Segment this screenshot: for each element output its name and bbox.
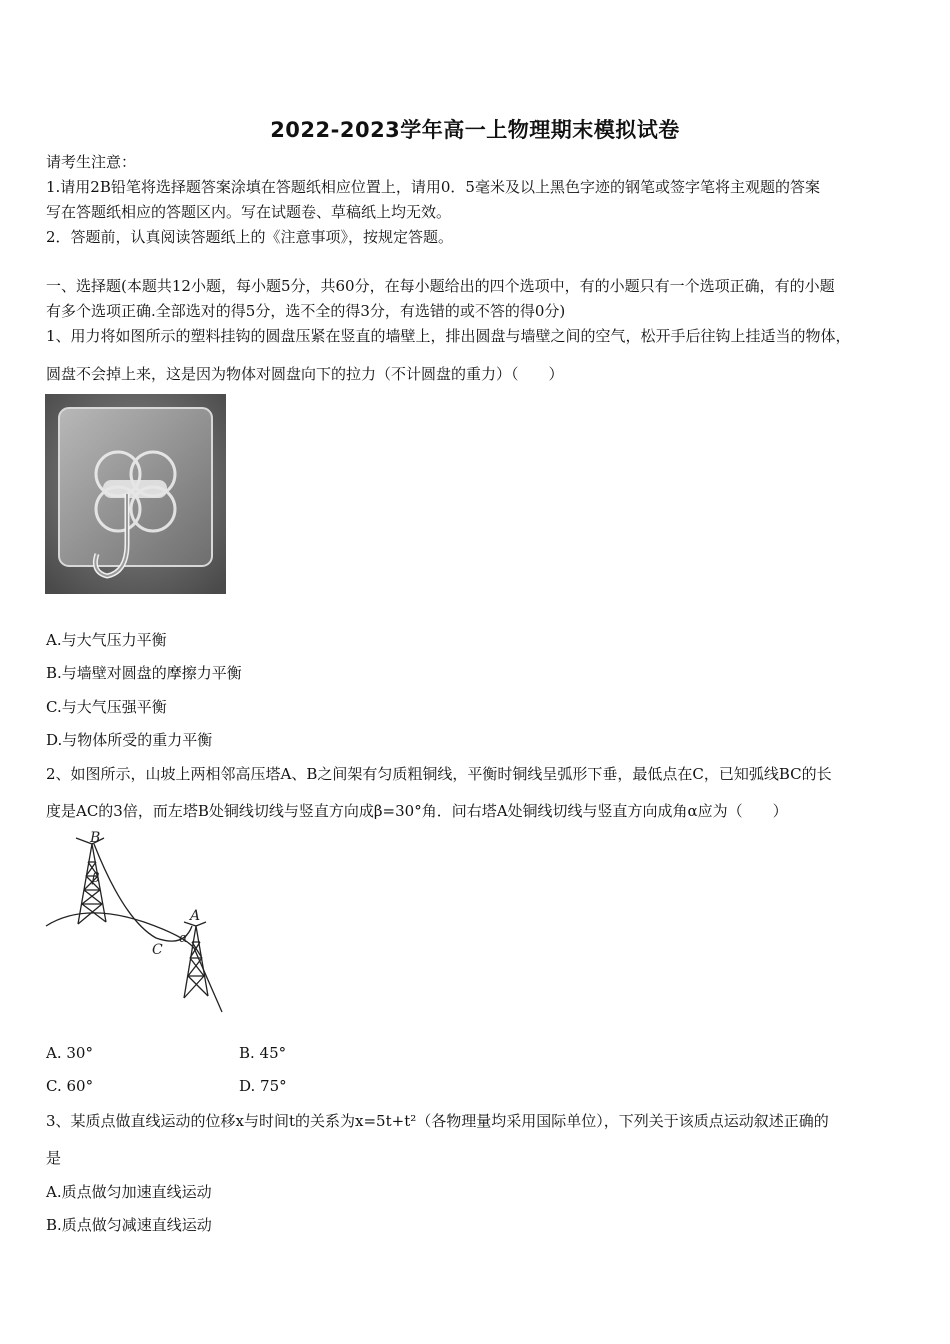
question-3-option-a: A.质点做匀加速直线运动 [46,1183,212,1201]
question-2-option-c: C. 60° [46,1077,94,1095]
question-2-option-d: D. 75° [239,1077,287,1095]
question-1-stem: 1、用力将如图所示的塑料挂钩的圆盘压紧在竖直的墙壁上，排出圆盘与墙壁之间的空气，松开手后往钩上挂适当的物体， [46,327,851,345]
label-beta: β [92,871,100,886]
question-2-stem-cont: 度是AC的3倍，而左塔B处铜线切线与竖直方向成β=30°角．问右塔A处铜线切线与竖直方向成角α应为（ ） [46,802,788,820]
label-b: B [90,830,101,846]
question-1-option-a: A.与大气压力平衡 [46,631,167,649]
label-a: A [190,908,201,924]
power-tower-diagram [44,830,226,1015]
notice-heading: 请考生注意： [46,153,137,171]
question-1-option-d: D.与物体所受的重力平衡 [46,731,213,749]
page-title: 2022-2023学年高一上物理期末模拟试卷 [270,118,680,142]
notice-item-1: 1.请用2B铅笔将选择题答案涂填在答题纸相应位置上，请用0．5毫米及以上黑色字迹的钢笔或签字笔将主观题的答案 [46,178,820,196]
question-2-option-a: A. 30° [46,1044,93,1062]
notice-item-2: 2．答题前，认真阅读答题纸上的《注意事项》，按规定答题。 [46,228,454,246]
question-2-stem: 2、如图所示，山坡上两相邻高压塔A、B之间架有匀质粗铜线，平衡时铜线呈弧形下垂，最低点在C，已知弧线BC的长 [46,765,832,783]
label-alpha: α [179,931,188,946]
section-instructions-cont: 有多个选项正确.全部选对的得5分，选不全的得3分，有选错的或不答的得0分) [46,302,566,320]
label-c: C [152,942,163,958]
notice-item-1-cont: 写在答题纸相应的答题区内。写在试题卷、草稿纸上均无效。 [46,203,452,221]
question-1-option-c: C.与大气压强平衡 [46,698,167,716]
question-1-option-b: B.与墙壁对圆盘的摩擦力平衡 [46,664,242,682]
question-1-stem-cont: 圆盘不会掉上来，这是因为物体对圆盘向下的拉力（不计圆盘的重力）（ ） [46,365,564,383]
question-3-stem: 3、某质点做直线运动的位移x与时间t的关系为x=5t+t²（各物理量均采用国际单位），下列关于该质点运动叙述正确的 [46,1112,829,1130]
question-3-stem-cont: 是 [46,1149,62,1167]
section-instructions: 一、选择题(本题共12小题，每小题5分，共60分，在每小题给出的四个选项中，有的小题只有一个选项正确，有的小题 [46,277,835,295]
suction-hook-image [45,394,226,594]
question-2-option-b: B. 45° [239,1044,287,1062]
question-3-option-b: B.质点做匀减速直线运动 [46,1216,212,1234]
